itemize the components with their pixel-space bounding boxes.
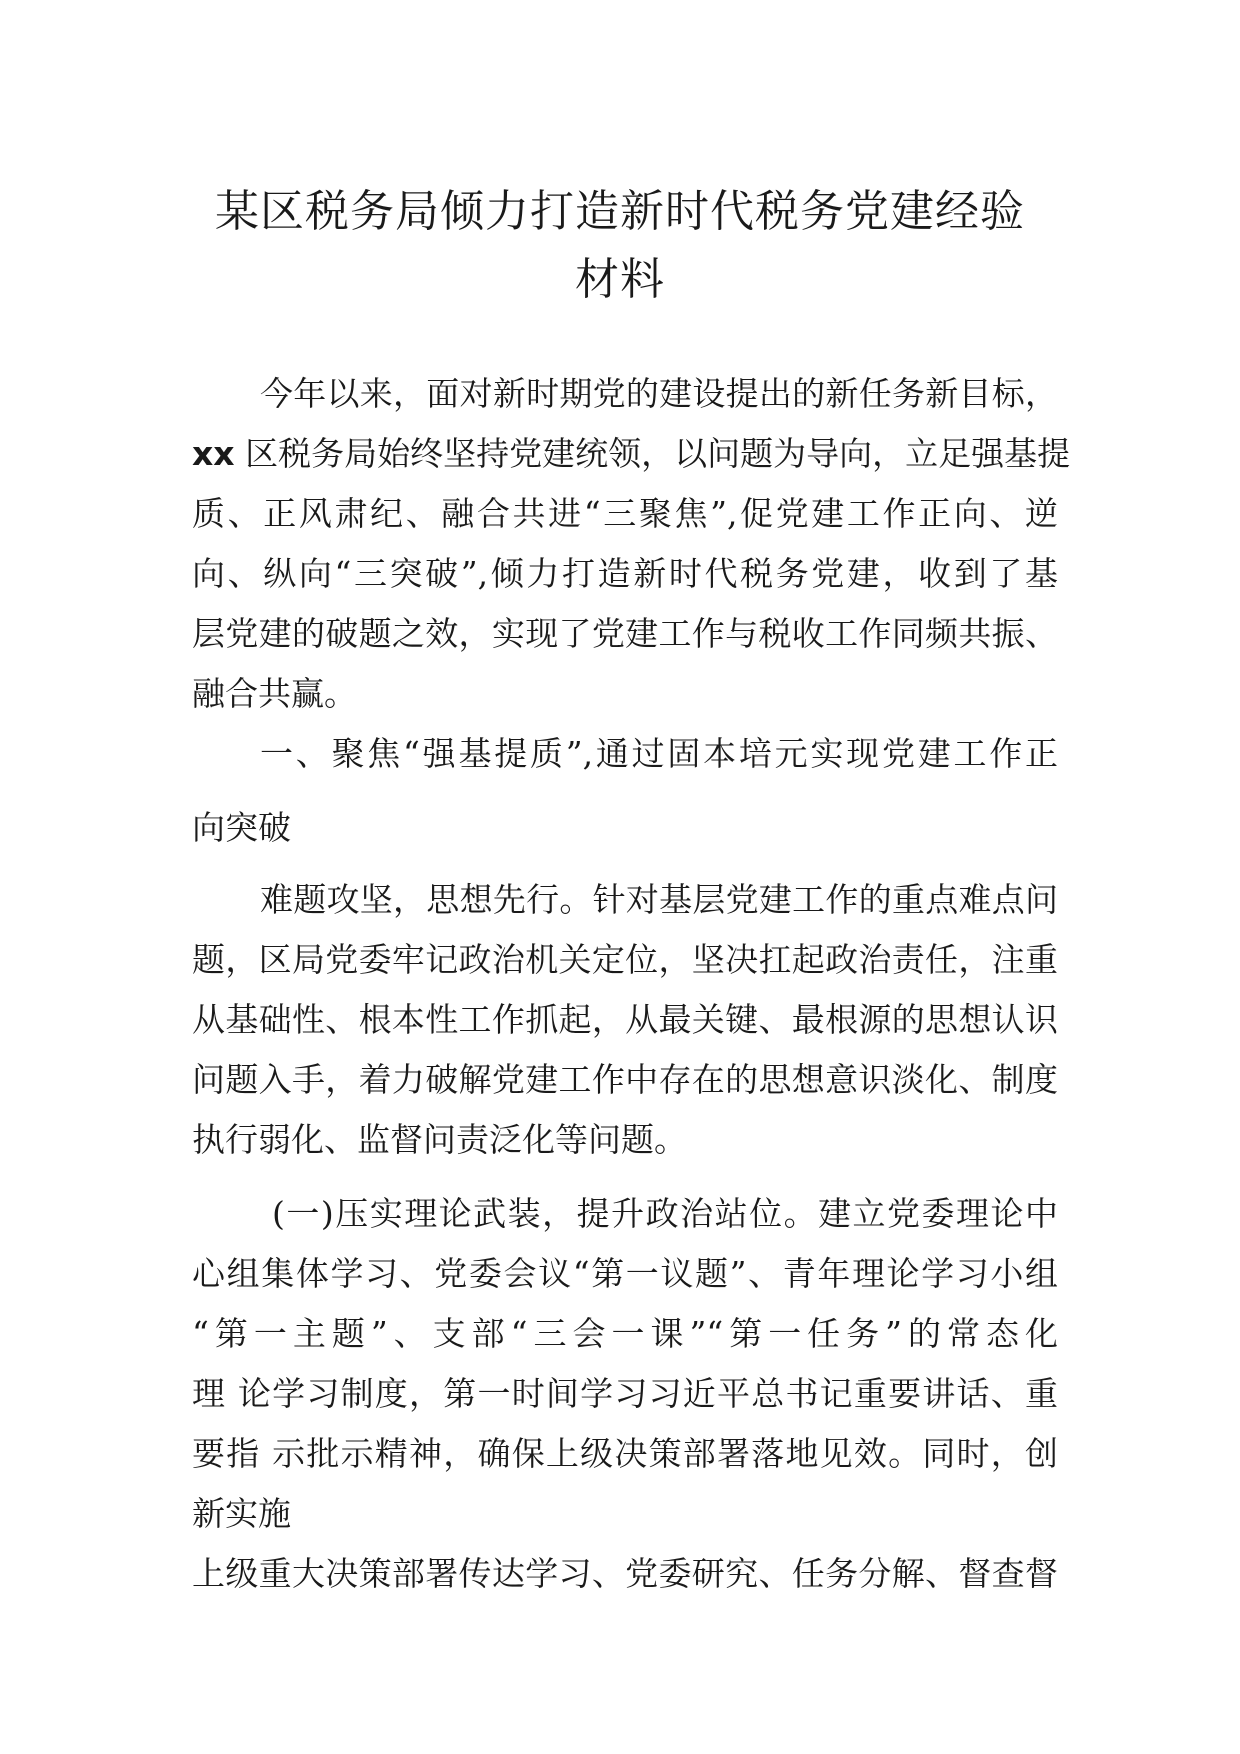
paragraph-line: 难题攻坚，思想先行。针对基层党建工作的重点难点问 [260,880,1058,919]
intro-line: 融合共赢。 [192,674,357,713]
intro-line: 层党建的破题之效，实现了党建工作与税收工作同频共振、 [192,614,1058,653]
paragraph-line: 上级重大决策部署传达学习、党委研究、任务分解、督查督 [192,1554,1058,1593]
paragraph-line: 理 论学习制度，第一时间学习习近平总书记重要讲话、重 [192,1374,1058,1413]
paragraph-line: “第一主题”、支部“三会一课”“第一任务”的常态化 [192,1314,1058,1353]
paragraph-line: 题，区局党委牢记政治机关定位，坚决扛起政治责任，注重 [192,940,1058,979]
paragraph-line: (一)压实理论武装，提升政治站位。建立党委理论中 [272,1194,1058,1233]
section-heading-line: 一、聚焦“强基提质”,通过固本培元实现党建工作正 [260,734,1058,773]
paragraph-line: 新实施 [192,1494,291,1533]
paragraph-line: 要指 示批示精神，确保上级决策部署落地见效。同时，创 [192,1434,1058,1473]
paragraph-line: 执行弱化、监督问责泛化等问题。 [192,1120,687,1159]
paragraph-line: 从基础性、根本性工作抓起，从最关键、最根源的思想认识 [192,1000,1058,1039]
paragraph-line: 问题入手，着力破解党建工作中存在的思想意识淡化、制度 [192,1060,1058,1099]
intro-line: 质、正风肃纪、融合共进“三聚焦”,促党建工作正向、逆 [192,494,1058,533]
paragraph-line: 心组集体学习、党委会议“第一议题”、青年理论学习小组 [192,1254,1058,1293]
section-heading-1 [192,724,1058,858]
intro-paragraph [192,364,1071,724]
intro-line: 今年以来，面对新时期党的建设提出的新任务新目标， [260,374,1058,413]
document-title [160,178,1080,314]
intro-line [192,424,1071,484]
paragraph-2 [192,870,1058,1170]
intro-line: 向、纵向“三突破”,倾力打造新时代税务党建，收到了基 [192,554,1058,593]
paragraph-3 [192,1184,1058,1604]
section-heading-line: 向突破 [192,808,291,847]
document-body [192,364,1071,1604]
title-line-2: 材料 [575,254,665,305]
intro-line-text: 区税务局始终坚持党建统领，以问题为导向，立足强基提 [234,434,1071,473]
district-placeholder: xx [192,434,235,473]
title-line-1: 某区税务局倾力打造新时代税务党建经验 [215,186,1025,237]
